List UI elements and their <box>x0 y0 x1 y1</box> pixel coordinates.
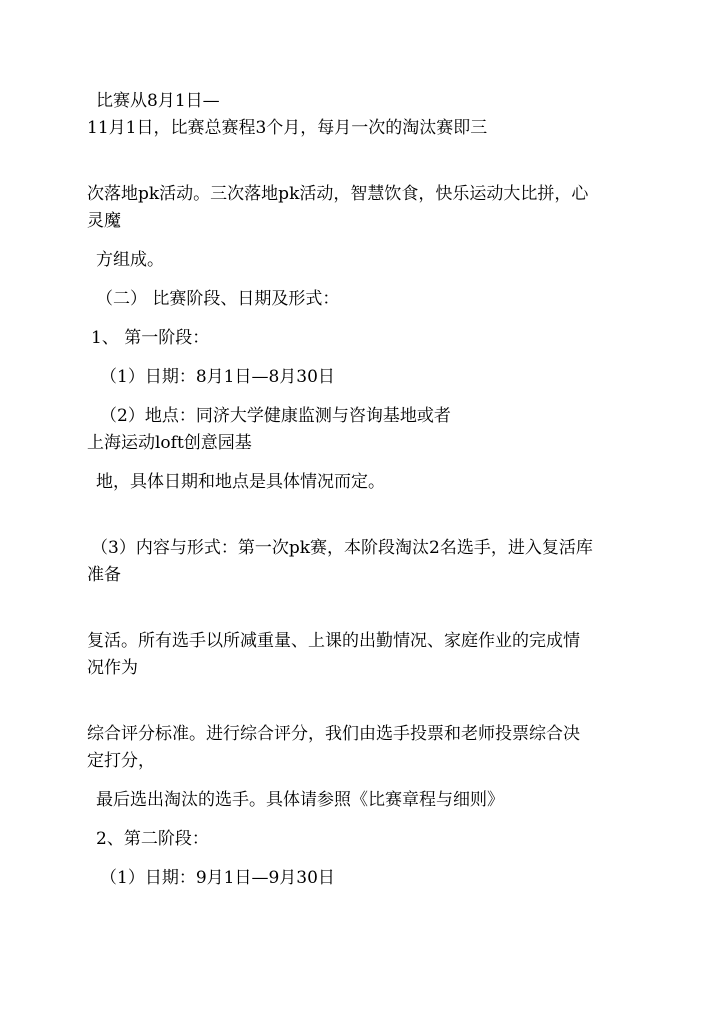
text-line: 况作为 <box>87 658 138 678</box>
text-line: 次落地pk活动。三次落地pk活动，智慧饮食，快乐运动大比拼，心 <box>87 184 589 204</box>
section-heading: （二） 比赛阶段、日期及形式： <box>96 289 340 309</box>
text-line: 复活。所有选手以所减重量、上课的出勤情况、家庭作业的完成情 <box>87 631 580 651</box>
text-line: 方组成。 <box>96 250 164 270</box>
text-line: 灵魔 <box>87 211 121 231</box>
text-line: 比赛从8月1日— <box>96 91 220 111</box>
text-line: 地，具体日期和地点是具体情况而定。 <box>96 472 385 492</box>
text-line: 定打分， <box>87 751 155 771</box>
text-line: 11月1日，比赛总赛程3个月，每月一次的淘汰赛即三 <box>87 118 488 138</box>
stage-heading: 2、第二阶段： <box>96 829 209 849</box>
text-line: （2）地点：同济大学健康监测与咨询基地或者 <box>100 406 451 426</box>
text-line: 最后选出淘汰的选手。具体请参照《比赛章程与细则》 <box>96 790 504 810</box>
text-line: 准备 <box>87 565 121 585</box>
text-line: 综合评分标准。进行综合评分，我们由选手投票和老师投票综合决 <box>87 724 580 744</box>
text-line: （1）日期：9月1日—9月30日 <box>100 868 335 888</box>
stage-heading: 1、 第一阶段： <box>91 328 210 348</box>
text-line: （1）日期：8月1日—8月30日 <box>100 367 335 387</box>
text-line: 上海运动loft创意园基 <box>87 433 252 453</box>
text-line: （3）内容与形式：第一次pk赛，本阶段淘汰2名选手，进入复活库 <box>91 538 593 558</box>
